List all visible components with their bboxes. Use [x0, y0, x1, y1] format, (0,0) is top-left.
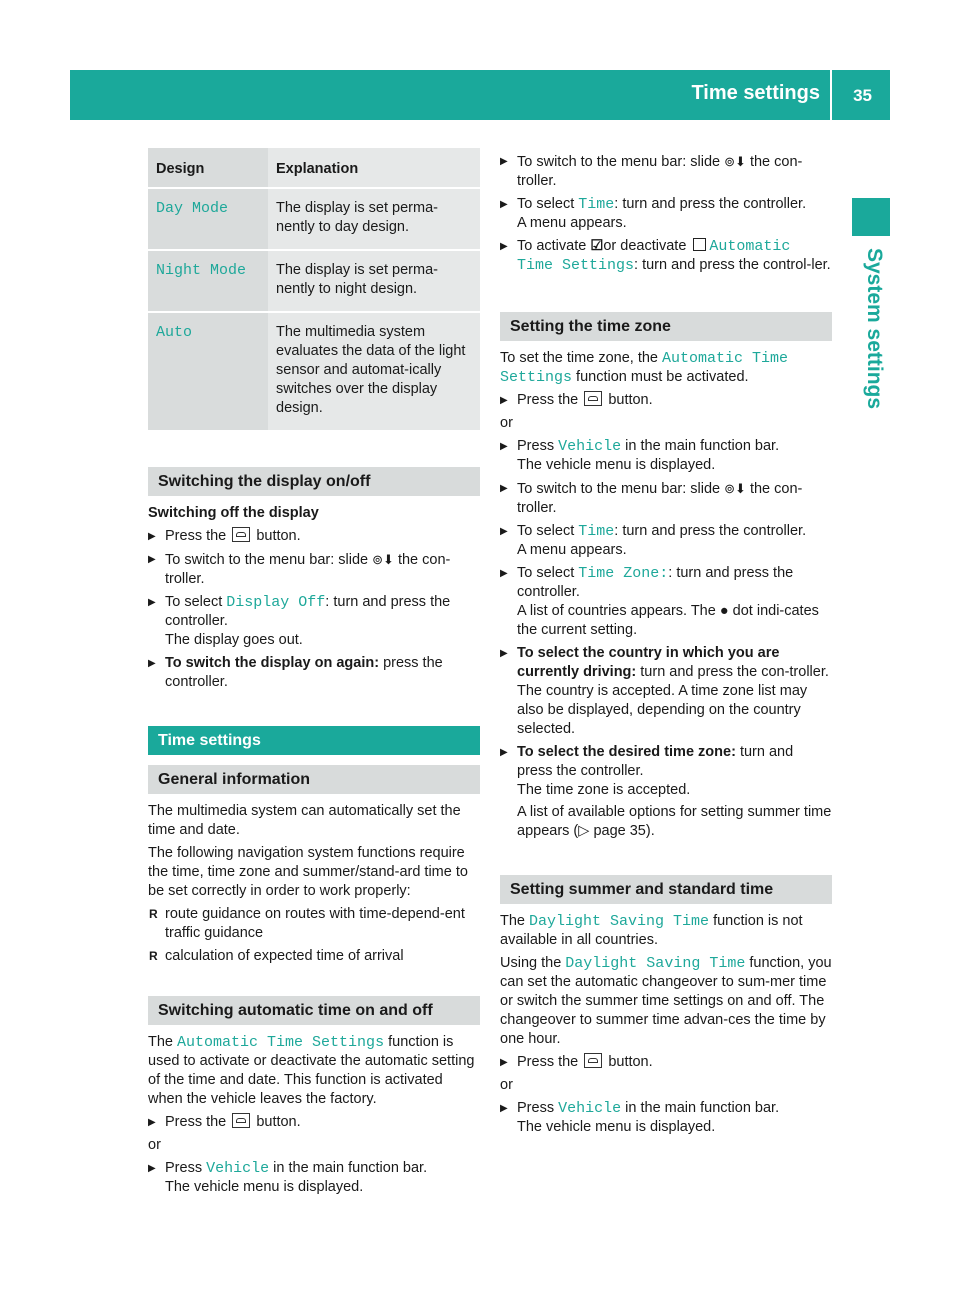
controller-icon: ⊚⬇ [724, 154, 746, 169]
instruction-step: ▶ Press the button. [148, 1113, 480, 1132]
code-term: Automatic Time Settings [517, 238, 791, 274]
instruction-step: ▶ Press Vehicle in the main function bar. The vehicle menu is displayed. [148, 1159, 480, 1197]
paragraph: The Daylight Saving Time function is not available in all countries. [500, 913, 803, 948]
car-icon [584, 391, 602, 406]
right-column [500, 152, 832, 1141]
chapter-heading: Time settings [148, 726, 480, 755]
controller-icon: ⊚⬇ [372, 552, 394, 567]
code-term: Vehicle [206, 1160, 270, 1177]
instruction-step: ▶ Press the button. [148, 527, 480, 546]
code-term: Vehicle [558, 438, 622, 455]
code-term: Auto [156, 324, 193, 341]
code-term: Time [578, 196, 615, 213]
instruction-step: ▶ To select the country in which you are currently driving: turn and press the con-troller. The country is accepted. A time zone list may also be displayed, depending on the country selected. [500, 644, 832, 739]
instruction-step: ▶ To select Time: turn and press the controller. A menu appears. [500, 522, 832, 560]
instruction-step: ▶ To switch the display on again: press the controller. [148, 654, 480, 692]
table-header: Design [148, 148, 268, 187]
code-term: Day Mode [156, 200, 229, 217]
sidebar-section-label [858, 248, 884, 468]
paragraph: The multimedia system can automatically set the time and date. [148, 803, 461, 838]
car-icon [584, 1053, 602, 1068]
or-text: or [500, 1077, 513, 1093]
table-cell: The multimedia system evaluates the data of the light sensor and automat-ically switches over the display design. [268, 311, 480, 430]
table-cell: The display is set perma-nently to day design. [268, 187, 480, 249]
list-item: R route guidance on routes with time-depend-ent traffic guidance [148, 905, 480, 943]
table-row [148, 249, 480, 311]
instruction-step: ▶ To select Display Off: turn and press the controller. The display goes out. [148, 593, 480, 650]
paragraph: The Automatic Time Settings function is used to activate or deactivate the automatic setting of the time and date. This function is activated when the vehicle leaves the factory. [148, 1034, 475, 1107]
subheading: Switching off the display [148, 505, 319, 521]
code-term: Daylight Saving Time [565, 955, 746, 972]
header-title: Time settings [691, 82, 820, 104]
code-term: Daylight Saving Time [529, 913, 710, 930]
instruction-step: ▶ Press Vehicle in the main function bar. The vehicle menu is displayed. [500, 437, 832, 475]
code-term: Automatic Time Settings [500, 350, 789, 386]
section-heading: Setting the time zone [500, 312, 832, 341]
page-reference-link[interactable]: page 35). [593, 823, 655, 839]
instruction-step: ▶ To activate ☑or deactivate Automatic Time Settings: turn and press the control-ler. [500, 237, 832, 275]
code-term: Automatic Time Settings [177, 1034, 385, 1051]
page-header [70, 70, 890, 120]
table-row [148, 187, 480, 249]
sidebar-tab-block [852, 198, 890, 236]
table-row [148, 311, 480, 430]
table-header-row [148, 148, 480, 187]
table-cell: The display is set perma-nently to night design. [268, 249, 480, 311]
table-header: Explanation [268, 148, 480, 187]
page-number: 35 [853, 86, 872, 105]
code-term: Vehicle [558, 1100, 622, 1117]
instruction-step: ▶ To switch to the menu bar: slide ⊚⬇ the con-troller. [500, 152, 832, 191]
instruction-step: ▶ Press the button. [500, 391, 832, 410]
or-text: or [148, 1137, 161, 1153]
code-term: Time [578, 523, 615, 540]
paragraph: The following navigation system functions require the time, time zone and summer/stand-ard time to be set correctly in order to work properly: [148, 845, 468, 899]
left-column [148, 148, 480, 1201]
instruction-step: ▶ Press the button. [500, 1053, 832, 1072]
code-term: Display Off [226, 594, 326, 611]
page-ref-arrow-icon: ▷ [578, 823, 590, 839]
section-heading: General information [148, 765, 480, 794]
paragraph: To set the time zone, the Automatic Time Settings function must be activated. [500, 350, 789, 386]
code-term: Night Mode [156, 262, 247, 279]
instruction-step: ▶ To switch to the menu bar: slide ⊚⬇ the con-troller. [500, 479, 832, 518]
section-heading: Setting summer and standard time [500, 875, 832, 904]
checkbox-empty-icon [693, 238, 706, 251]
list-item: R calculation of expected time of arrival [148, 947, 480, 966]
header-divider [830, 70, 832, 120]
car-icon [232, 527, 250, 542]
design-table [148, 148, 480, 430]
instruction-step: ▶ To select Time Zone:: turn and press the controller. A list of countries appears. The ● dot indi-cates the current setting. [500, 564, 832, 640]
instruction-step: ▶ To select the desired time zone: turn and press the controller. The time zone is accepted. A list of available options for setting summer time appears (▷ page 35). [500, 743, 832, 841]
sidebar-label-text: System settings [863, 248, 886, 410]
instruction-step: ▶ Press Vehicle in the main function bar. The vehicle menu is displayed. [500, 1099, 832, 1137]
section-heading: Switching the display on/off [148, 467, 480, 496]
car-icon [232, 1113, 250, 1128]
section-heading: Switching automatic time on and off [148, 996, 480, 1025]
dot-icon: ● [719, 603, 729, 619]
code-term: Time Zone: [578, 565, 669, 582]
or-text: or [500, 415, 513, 431]
checkbox-checked-icon: ☑ [590, 238, 604, 254]
paragraph: Using the Daylight Saving Time function, you can set the automatic changeover to sum-mer time or switch the summer time settings on and off. The changeover to summer time advan-ces the time by one hour. [500, 955, 832, 1047]
instruction-step: ▶ To switch to the menu bar: slide ⊚⬇ the con-troller. [148, 550, 480, 589]
instruction-step: ▶ To select Time: turn and press the controller. A menu appears. [500, 195, 832, 233]
controller-icon: ⊚⬇ [724, 481, 746, 496]
